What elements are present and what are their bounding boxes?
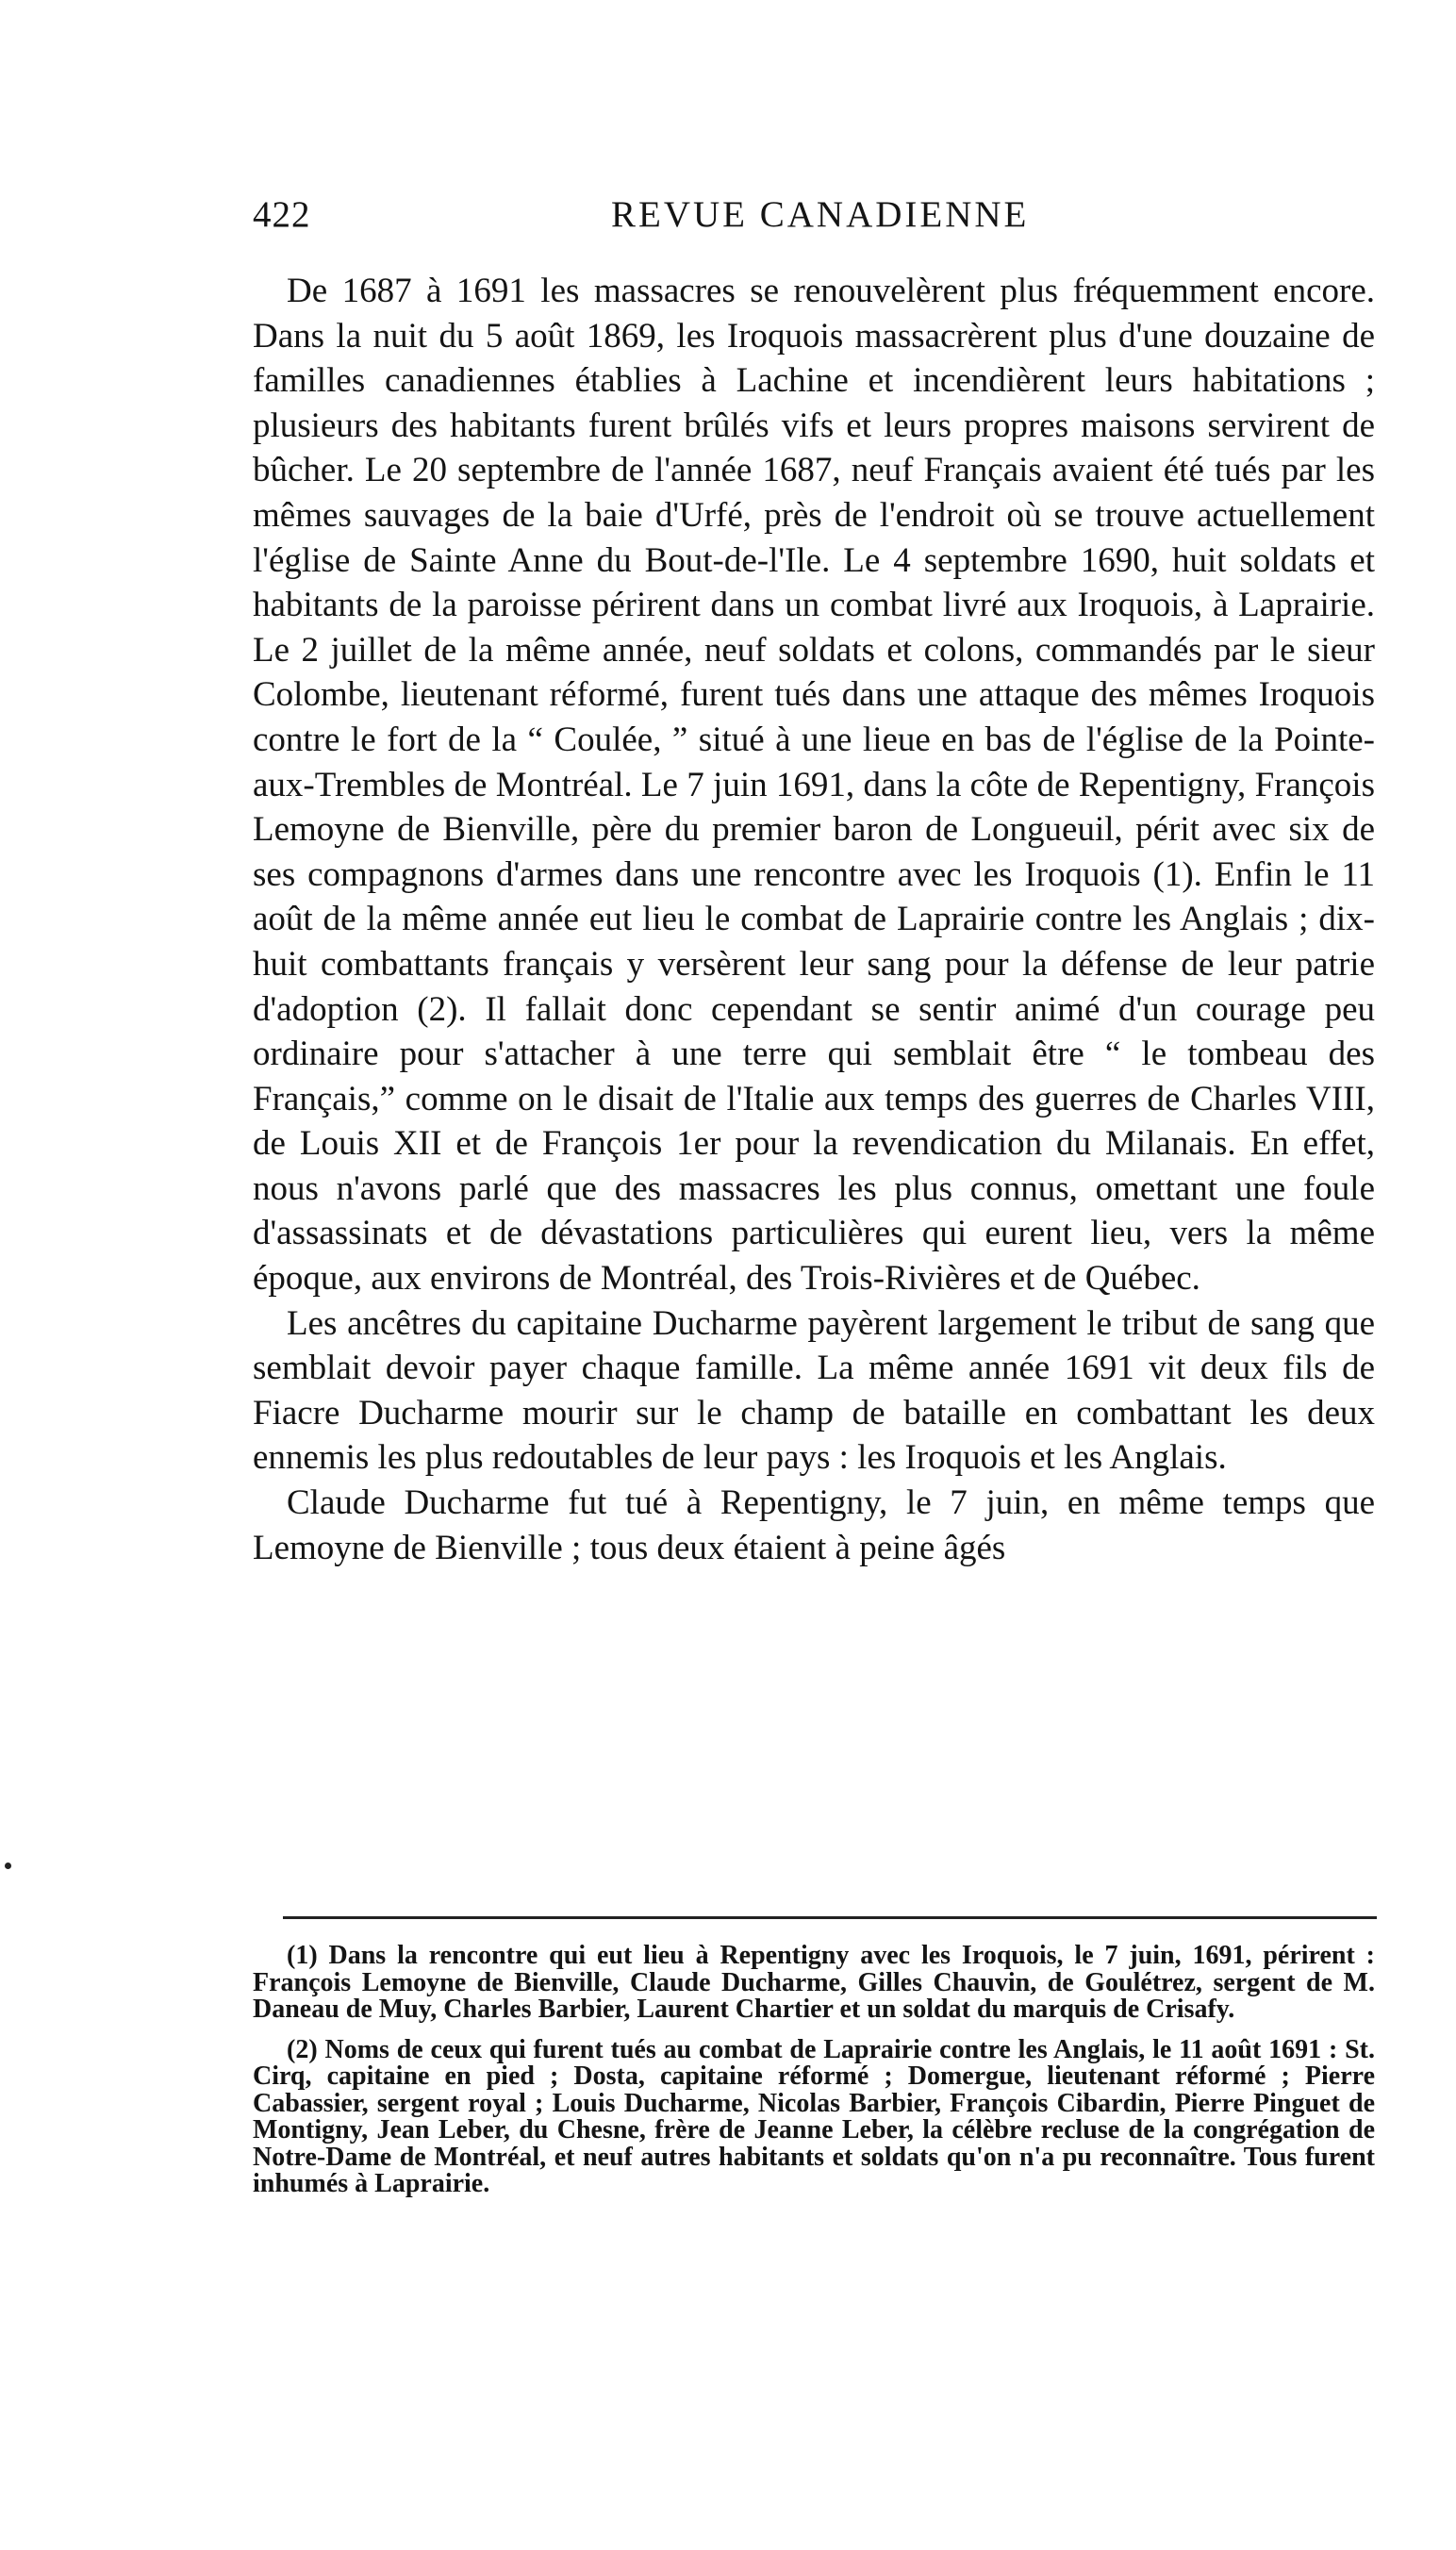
margin-mark [5,1863,11,1869]
footnote-separator-rule [283,1916,1377,1919]
page-number: 422 [253,194,311,235]
paragraph: Les ancêtres du capitaine Ducharme payèrent largement le tribut de sang que semblait devoir payer chaque famille. La même année 1691 vit deux fils de Fiacre Ducharme mourir sur le champ de bataille en combattant les deux ennemis les plus redoutables de leur pays : les Iroquois et les Anglais. [253,1303,1375,1478]
paragraph: De 1687 à 1691 les massacres se renouvelèrent plus fréquemment encore. Dans la nuit du 5 août 1869, les Iroquois massacrèrent plus d'une douzaine de familles canadiennes établies à Lachine et incendièrent leurs habitations ; plusieurs des habitants furent brûlés vifs et leurs propres maisons servirent de bûcher. Le 20 septembre de l'année 1687, neuf Français avaient été tués par les mêmes sauvages de la baie d'Urfé, près de l'endroit où se trouve actuellement l'église de Sainte Anne du Bout-de-l'Ile. Le 4 septembre 1690, huit soldats et habitants de la paroisse périrent dans un combat livré aux Iroquois, à Laprairie. Le 2 juillet de la même année, neuf soldats et colons, commandés par le sieur Colombe, lieutenant réformé, furent tués dans une attaque des mêmes Iroquois contre le fort de la “ Coulée, ” situé à une lieue en bas de l'église de la Pointe-aux-Trembles de Montréal. Le 7 juin 1691, dans la côte de Repentigny, François Lemoyne de Bienville, père du premier baron de Longueuil, périt avec six de ses compagnons d'armes dans une rencontre avec les Iroquois (1). Enfin le 11 août de la même année eut lieu le combat de Laprairie contre les Anglais ; dix-huit combattants français y versèrent leur sang pour la défense de leur patrie d'adoption (2). Il fallait donc cependant se sentir animé d'un courage peu ordinaire pour s'attacher à une terre qui semblait être “ le tombeau des Français,” comme on le disait de l'Italie aux temps des guerres de Charles VIII, de Louis XII et de François 1er pour la revendication du Milanais. En effet, nous n'avons parlé que des massacres les plus connus, omettant une foule d'assassinats et de dévastations particulières qui eurent lieu, vers la même époque, aux environs de Montréal, des Trois-Rivières et de Québec. [253,272,1375,1299]
footnote: (1) Dans la rencontre qui eut lieu à Repentigny avec les Iroquois, le 7 juin, 1691, périrent : François Lemoyne de Bienville, Claude Ducharme, Gilles Chauvin, de Goulétrez, sergent de M. Daneau de Muy, Charles Barbier, Laurent Chartier et un soldat du marquis de Crisafy. [253,1941,1375,2024]
footnotes [253,1943,1375,2211]
running-title: REVUE CANADIENNE [611,194,1030,235]
main-text [253,269,1375,1570]
paragraph: Claude Ducharme fut tué à Repentigny, le 7 juin, en même temps que Lemoyne de Bienville ; tous deux étaient à peine âgés [253,1483,1375,1567]
page-header [253,193,1384,250]
footnote: (2) Noms de ceux qui furent tués au combat de Laprairie contre les Anglais, le 11 août 1691 : St. Cirq, capitaine en pied ; Dosta, capitaine réformé ; Domergue, lieutenant réformé ; Pierre Cabassier, sergent royal ; Louis Ducharme, Nicolas Barbier, François Cibardin, Pierre Pinguet de Montigny, Jean Leber, du Chesne, frère de Jeanne Leber, la célèbre recluse de la congrégation de Notre-Dame de Montréal, et neuf autres habitants et soldats qu'on n'a pu reconnaître. Tous furent inhumés à Laprairie. [253,2034,1375,2198]
